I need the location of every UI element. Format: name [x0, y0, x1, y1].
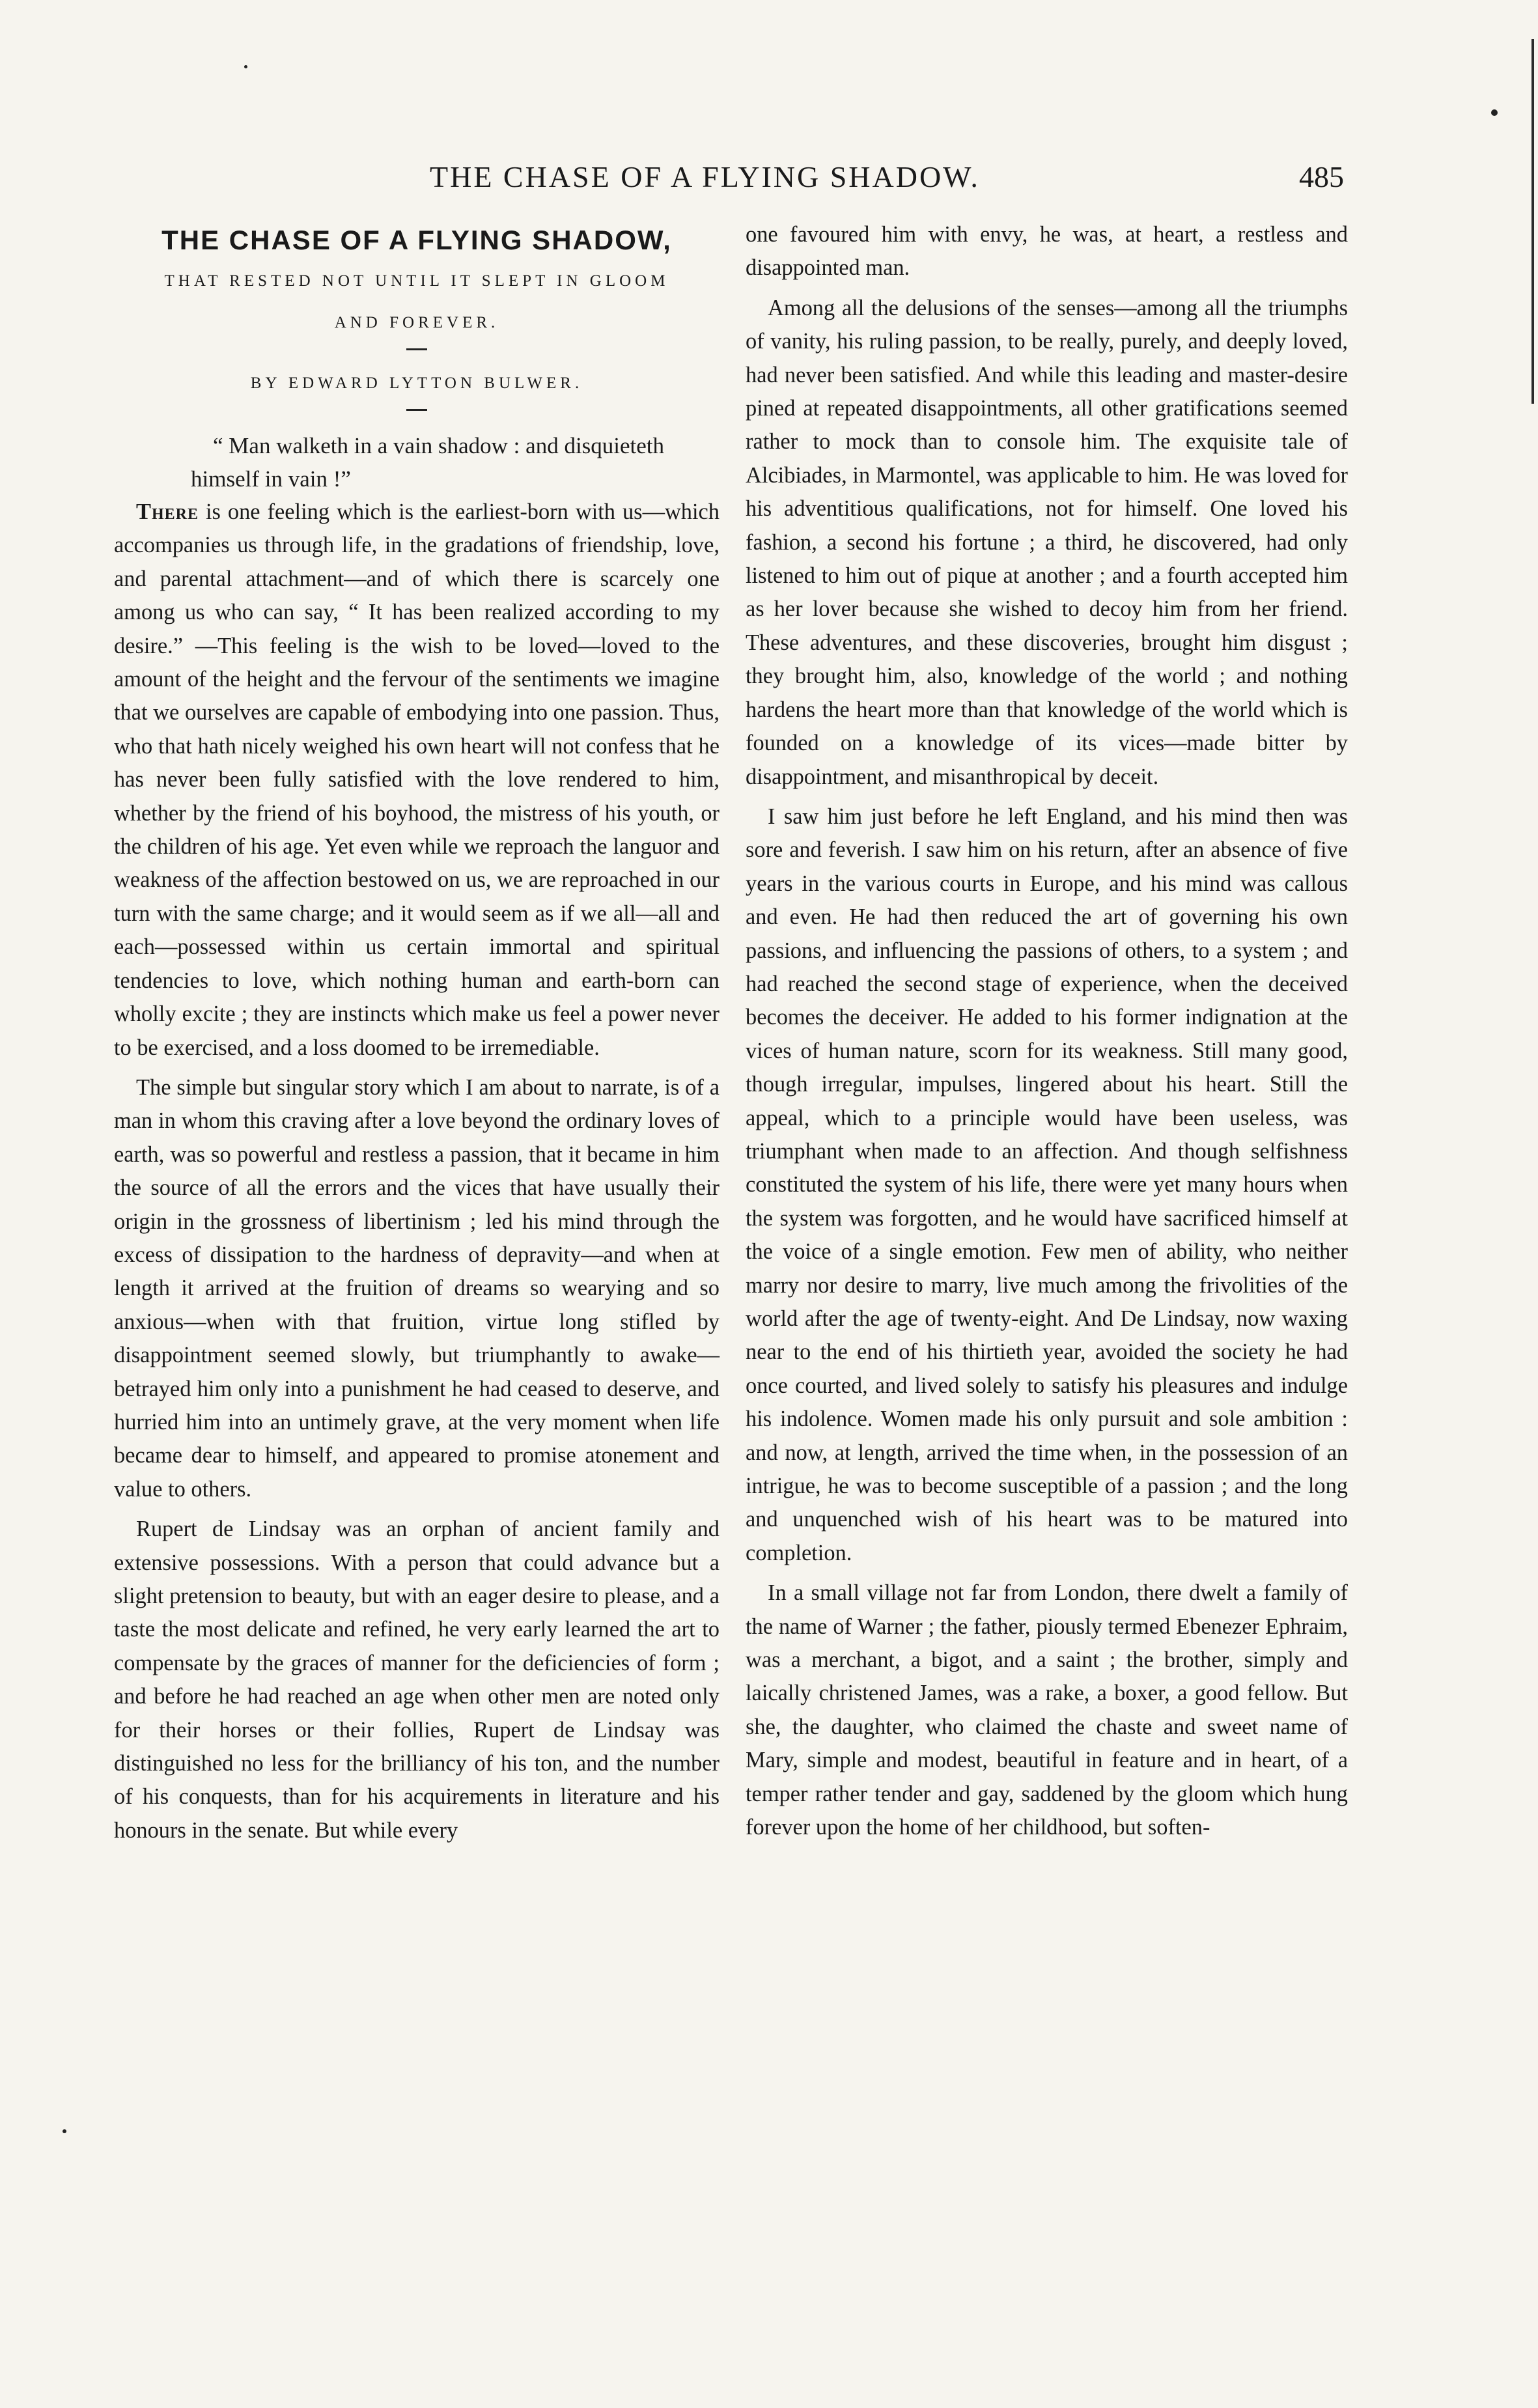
ink-speck — [1491, 109, 1498, 116]
page-edge-line — [1531, 39, 1534, 404]
running-title: THE CHASE OF A FLYING SHADOW. — [430, 160, 980, 193]
paragraph — [114, 496, 720, 1065]
divider-rule — [406, 348, 427, 350]
ink-speck — [63, 2129, 66, 2133]
paragraph: one favoured him with envy, he was, at heart, a restless and disappointed man. — [746, 222, 1348, 281]
article-subtitle-continued: AND FOREVER. — [334, 314, 499, 331]
page-number: 485 — [1299, 160, 1344, 193]
paragraph-text: is one feeling which is the earliest-born with us—which accompanies us through life, in the gradations of friendship, love, and parental attachment—and of which there is scarcely one among us who can say, “ It has been realized according to my desire.” —This feeling is the wish to be loved—loved to the amount of the height and the fervour of the sentiments we imagine that we ourselves are capable of embodying into one passion. Thus, who that hath nicely weighed his own heart will not confess that he has never been fully satisfied with the love rendered to him, whether by the friend of his boyhood, the mistress of his youth, or the children of his age. Yet even while we reproach the languor and weakness of the affection bestowed on us, we are reproached in our turn with the same charge; and it would seem as if we all—all and each—possessed within us certain immortal and spiritual tendencies to love, which nothing human and earth-born can wholly excite ; they are instincts which make us feel a power never to be exercised, and a loss doomed to be irremediable. — [114, 499, 720, 1060]
article-title: THE CHASE OF A FLYING SHADOW, — [161, 225, 672, 255]
byline: BY EDWARD LYTTON BULWER. — [250, 374, 583, 392]
paragraph: Rupert de Lindsay was an orphan of ancient family and extensive possessions. With a person that could advance but a slight pretension to beauty, but with an eager desire to please, and a taste the most delicate and refined, he very early learned the art to compensate by the graces of manner for the deficiencies of form ; and before he had reached an age when other men are noted only for their horses or their follies, Rupert de Lindsay was distinguished no less for the brilliancy of his ton, and the number of his conquests, than for his acquirements in literature and his honours in the senate. But while every — [114, 1517, 720, 1843]
paragraph: The simple but singular story which I am about to narrate, is of a man in whom this craving after a love beyond the ordinary loves of earth, was so powerful and restless a passion, that it became in him the source of all the errors and the vices that have usually their origin in the grossness of libertinism ; led his mind through the excess of dissipation to the hardness of depravity—and when at length it arrived at the fruition of dreams so wearying and so anxious—when with that fruition, virtue long stifled by disappointment seemed slowly, but triumphantly to awake—betrayed him only into a punishment he had ceased to deserve, and hurried him into an untimely grave, at the very moment when life became dear to himself, and appeared to promise atonement and value to others. — [114, 1074, 720, 1502]
running-head — [0, 160, 1538, 205]
ink-speck — [244, 65, 247, 68]
divider-rule — [406, 409, 427, 411]
paragraph: I saw him just before he left England, and his mind then was sore and feverish. I saw him on his return, after an absence of five years in the various courts in Europe, and his mind was callous and even. He had then reduced the art of governing his own passions, and influencing the passions of others, to a system ; and had reached the second stage of experience, when the deceived becomes the deceiver. He added to his former indignation at the vices of human nature, scorn for its weakness. Still many good, though irregular, impulses, lingered about his heart. Still the appeal, which to a principle would have been useless, was triumphant when made to an affection. And though selfishness constituted the system of his life, there were yet many hours when the system was forgotten, and he would have sacrificed himself at the voice of a single emotion. Few men of ability, who neither marry nor desire to marry, live much among the frivolities of the world after the age of twenty-eight. And De Lindsay, now waxing near to the end of his thirtieth year, avoided the society he had once courted, and lived solely to satisfy his pleasures and indulge his indolence. Women made his only pursuit and sole ambition : and now, at length, arrived the time when, in the possession of an intrigue, he was to become susceptible of a passion ; and the long and unquenched wish of his heart was to be matured into completion. — [746, 804, 1348, 1565]
paragraph: Among all the delusions of the senses—among all the triumphs of vanity, his ruling passion, to be really, purely, and deeply loved, had never been satisfied. And while this leading and master-desire pined at repeated disappointments, all other gratifications seemed rather to mock than to console him. The exquisite tale of Alcibiades, in Marmontel, was applicable to him. He was loved for his adventitious qualifications, not for himself. One loved his fashion, a second his fortune ; a third, he discovered, had only listened to him out of pique at another ; and a fourth accepted him as her lover because she wished to decoy him from her friend. These adventures, and these discoveries, brought him disgust ; they brought him, also, knowledge of the world ; and nothing hardens the heart more than that knowledge of the world which is founded on a knowledge of its vices—made bitter by disappointment, and misanthropical by deceit. — [746, 295, 1348, 789]
opening-word: There — [136, 499, 199, 524]
paragraph: In a small village not far from London, there dwelt a family of the name of Warner ; the father, piously termed Ebenezer Ephraim, was a merchant, a bigot, and a saint ; the brother, simply and laically christened James, was a rake, a boxer, a good fellow. But she, the daughter, who claimed the chaste and sweet name of Mary, simple and modest, beautiful in feature and in heart, of a temper rather tender and gay, saddened by the gloom which hung forever upon the home of her childhood, but soften- — [746, 1580, 1348, 1840]
left-column — [114, 218, 720, 1847]
epigraph: “ Man walketh in a vain shadow : and disquieteth himself in vain !” — [191, 433, 665, 492]
article-subtitle: THAT RESTED NOT UNTIL IT SLEPT IN GLOOM — [164, 272, 669, 290]
right-column — [746, 218, 1348, 1845]
